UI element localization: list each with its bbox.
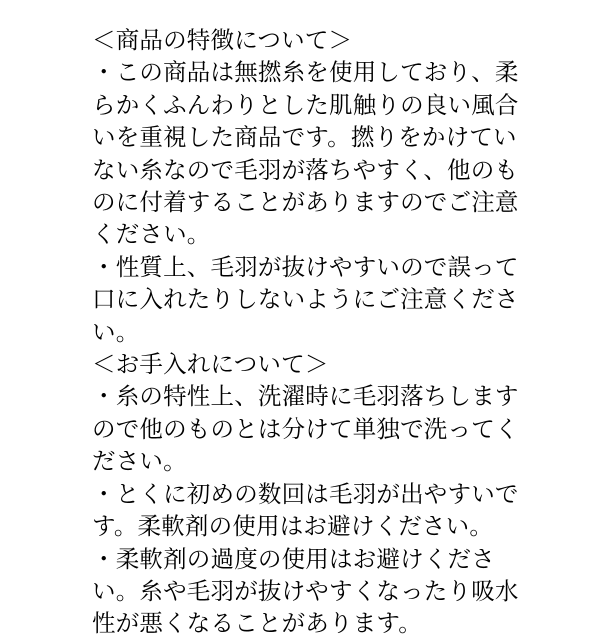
- paragraph-care-instructions-3: ・柔軟剤の過度の使用はお避けください。糸や毛羽が抜けやすくなったり吸水性が悪くなることがあります。: [92, 544, 519, 638]
- paragraph-product-features-2: ・性質上、毛羽が抜けやすいので誤って口に入れたりしないようにご注意ください。: [92, 252, 519, 346]
- section-product-features: [92, 24, 522, 348]
- section-heading-care-instructions: ＜お手入れについて＞: [92, 350, 329, 379]
- section-heading-product-features: ＜商品の特徴について＞: [92, 26, 353, 54]
- section-care-instructions: [92, 348, 522, 640]
- paragraph-care-instructions-2: ・とくに初めの数回は毛羽が出やすいです。柔軟剤の使用はお避けください。: [92, 479, 519, 541]
- paragraph-product-features-1: ・この商品は無撚糸を使用しており、柔らかくふんわりとした肌触りの良い風合いを重視した商品です。撚りをかけていない糸なので毛羽が落ちやすく、他のものに付着することがありますのでご注意ください。: [92, 58, 519, 249]
- paragraph-care-instructions-1: ・糸の特性上、洗濯時に毛羽落ちしますので他のものとは分けて単独で洗ってください。: [92, 382, 519, 476]
- document-content: [92, 24, 522, 640]
